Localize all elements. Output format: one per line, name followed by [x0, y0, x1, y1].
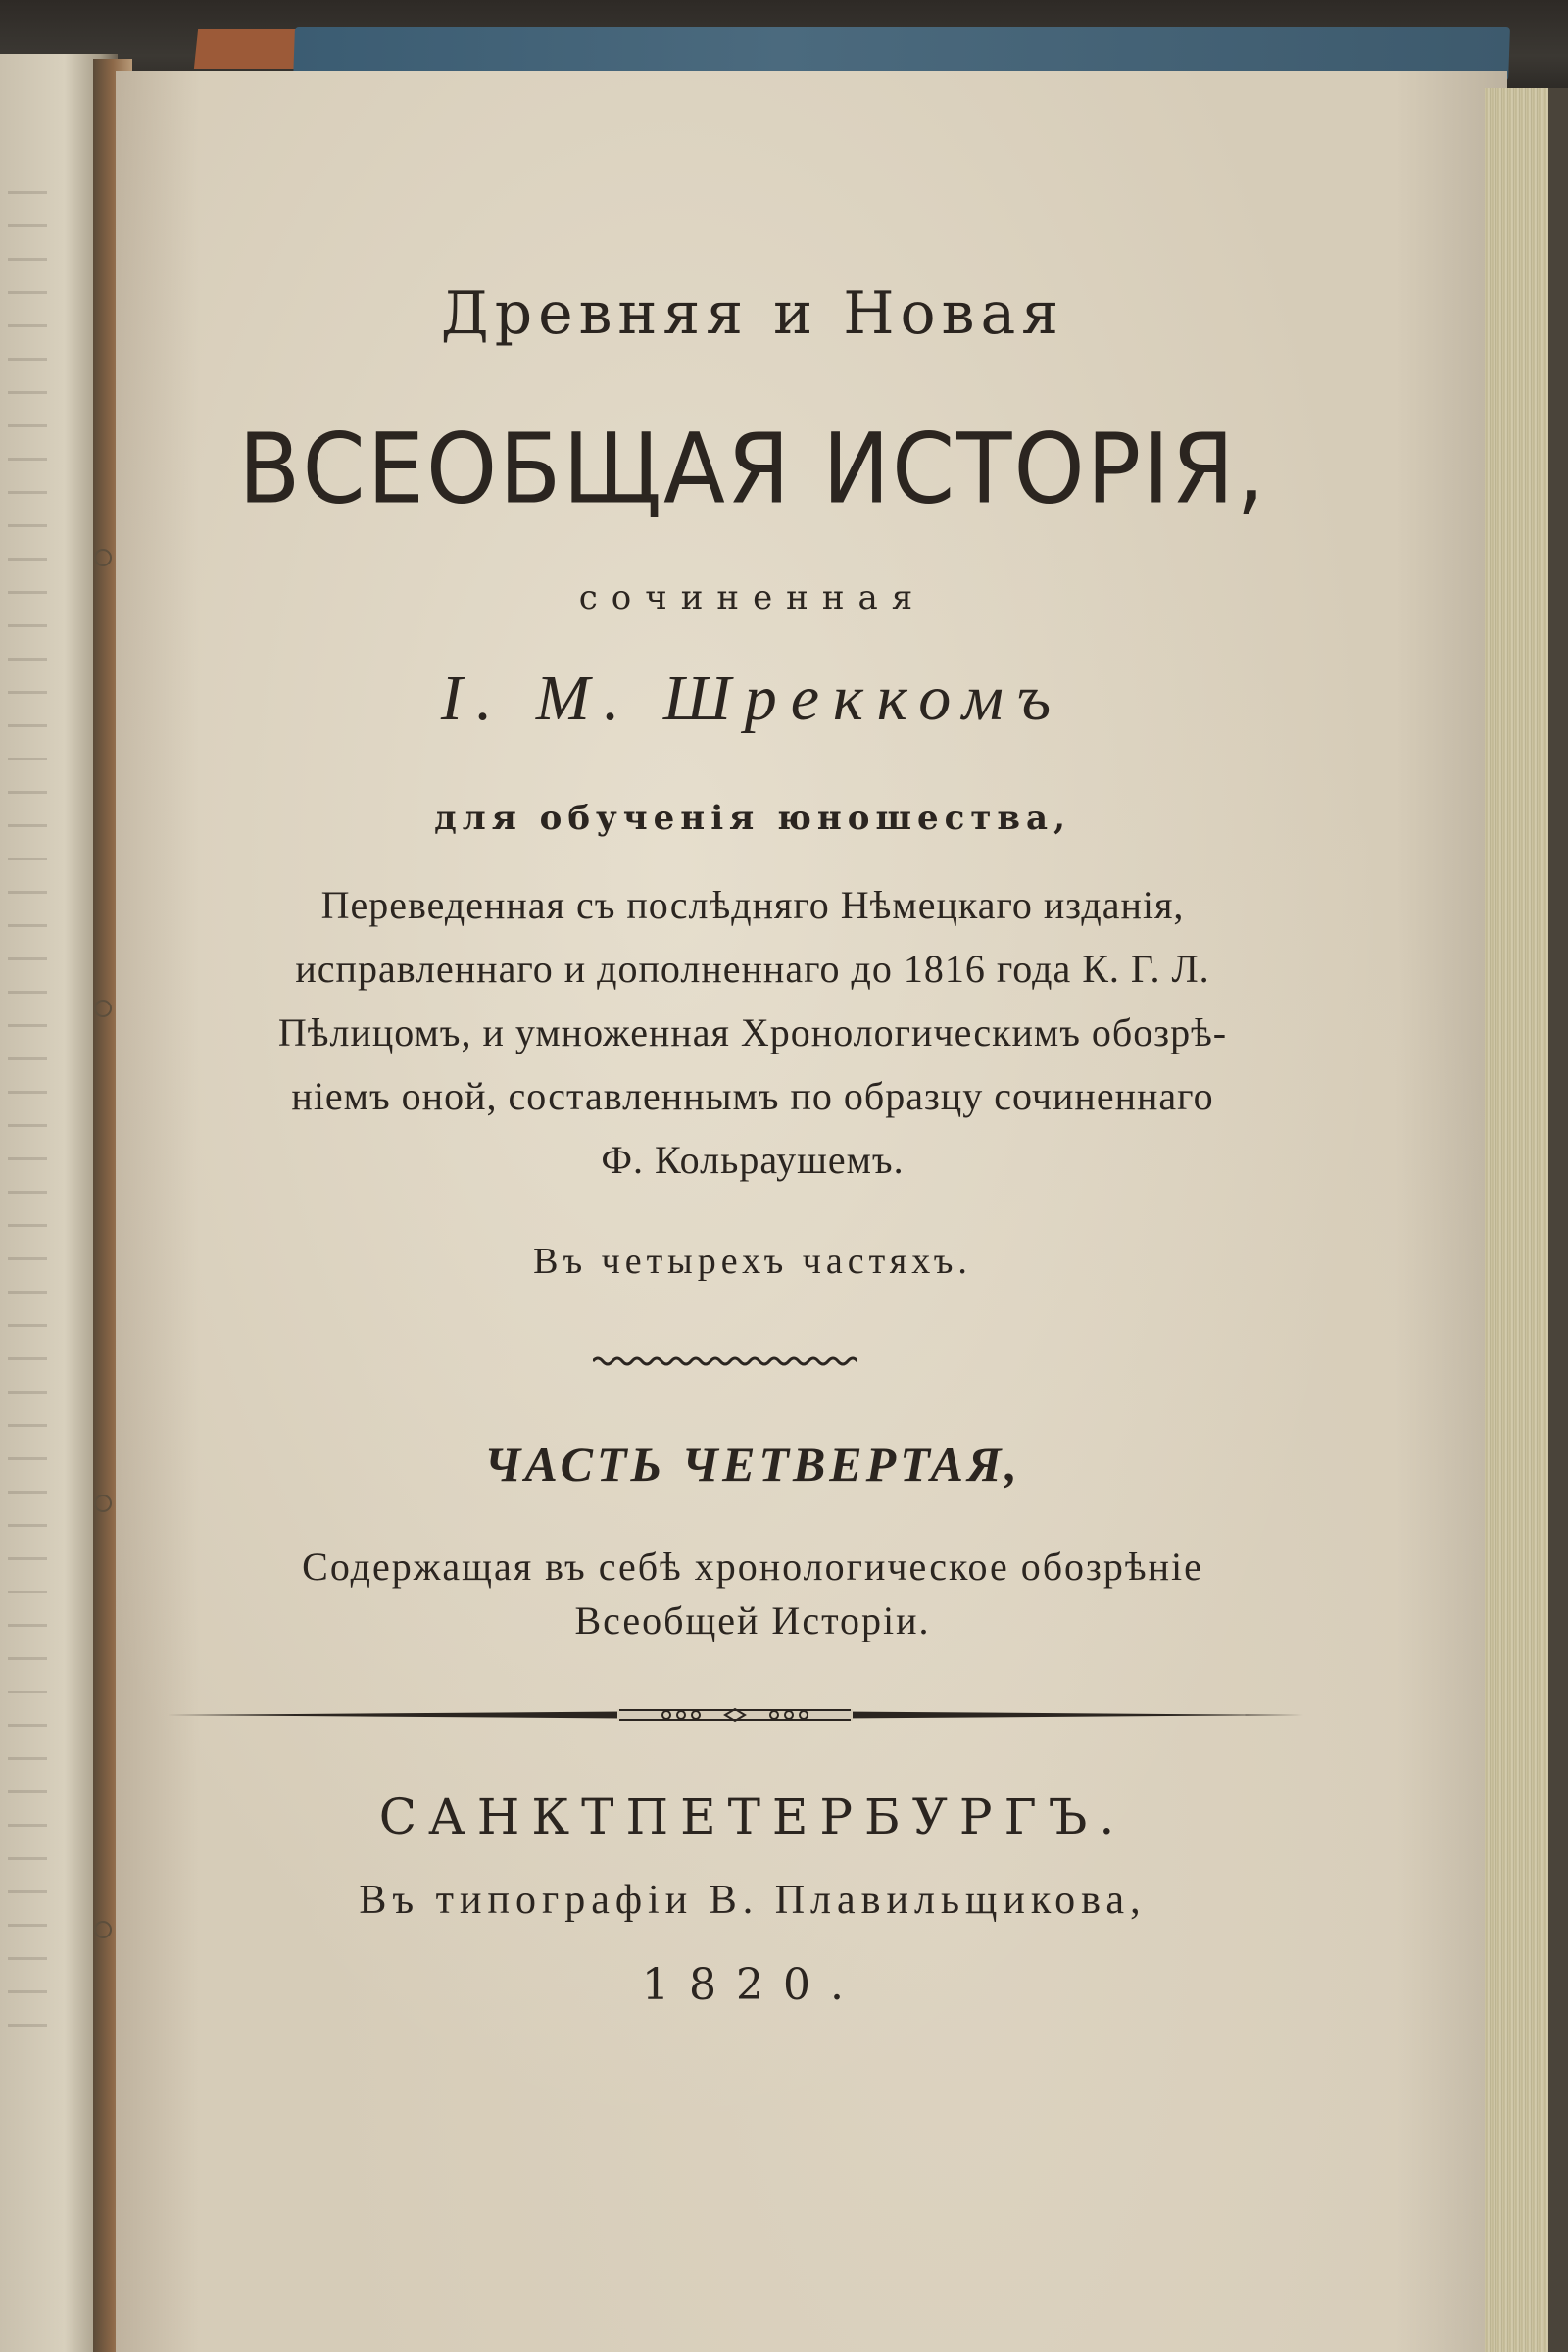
parts-count-line: Въ четырехъ частяхъ. — [533, 1241, 972, 1282]
wavy-divider-ornament — [593, 1354, 858, 1368]
author-name: І. М. Шреккомъ — [440, 662, 1065, 734]
translation-note-line: ніемъ оной, составленнымъ по образцу сочиненнаго — [291, 1074, 1214, 1118]
composed-by-label: сочиненная — [578, 578, 927, 617]
imprint-printer: Въ типографіи В. Плавильщикова, — [359, 1878, 1147, 1923]
page-edges-shadow — [1548, 88, 1568, 2352]
part-contents-line: Содержащая въ себѣ хронологическое обозрѣніе — [302, 1544, 1203, 1589]
left-page-text-lines — [8, 191, 47, 2053]
binding-stitch — [94, 549, 112, 566]
part-contents-line: Всеобщей Исторіи. — [574, 1598, 931, 1642]
translation-note-line: Ф. Кольраушемъ. — [601, 1138, 905, 1182]
translation-note-line: Пѣлицомъ, и умноженная Хронологическимъ обозрѣ- — [277, 1010, 1228, 1054]
translation-note-line: исправленнаго и дополненнаго до 1816 года К. Г. Л. — [295, 947, 1210, 991]
purpose-line: для обученія юношества, — [434, 799, 1071, 838]
imprint-year: 1820. — [642, 1960, 863, 2010]
title-line-2: ВСЕОБЩАЯ ИСТОРІЯ, — [238, 412, 1267, 526]
binding-stitch — [94, 1921, 112, 1938]
imprint-city: САНКТПЕТЕРБУРГЪ. — [378, 1788, 1127, 1845]
title-line-1: Древняя и Новая — [440, 279, 1065, 348]
binding-stitch — [94, 1000, 112, 1017]
translation-note-line: Переведенная съ послѣдняго Нѣмецкаго изданія, — [320, 883, 1185, 927]
ornamental-rule — [167, 1700, 1303, 1730]
binding-stitch — [94, 1494, 112, 1512]
part-title: ЧАСТЬ ЧЕТВЕРТАЯ, — [484, 1437, 1021, 1492]
